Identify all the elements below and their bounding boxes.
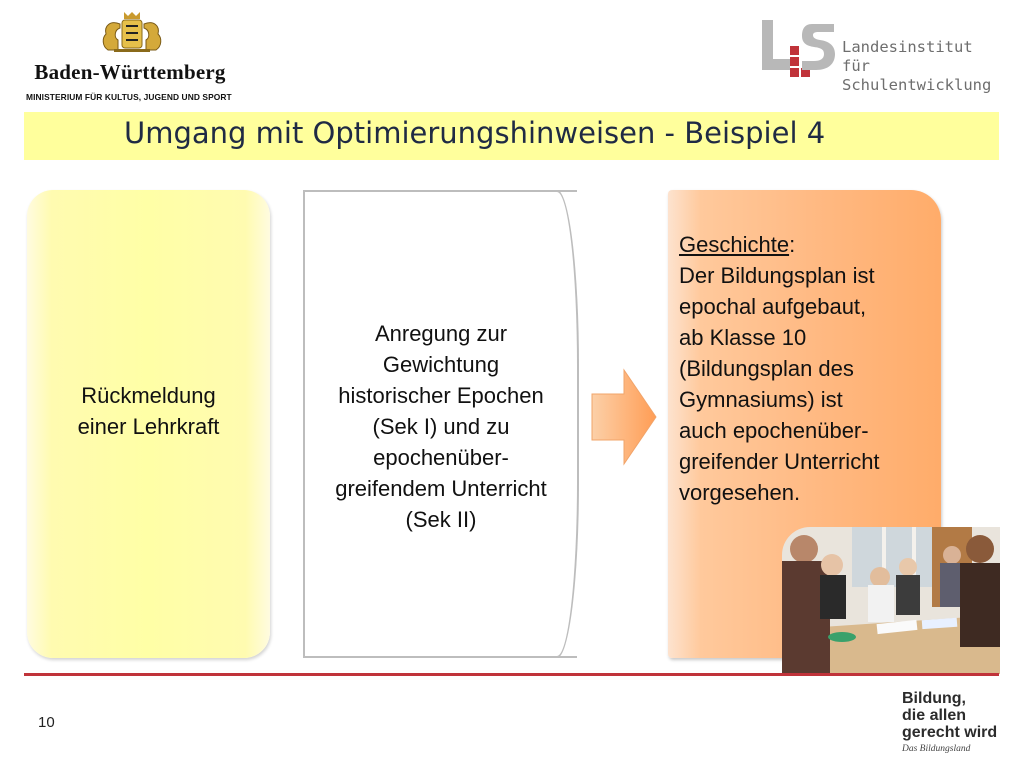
response-line: epochal aufgebaut,	[679, 294, 867, 319]
suggestion-line: epochenüber-	[373, 445, 509, 470]
feedback-line: Rückmeldung	[81, 383, 216, 408]
ls-logo-icon	[760, 16, 840, 86]
response-heading: Geschichte	[679, 232, 790, 257]
students-photo	[782, 527, 1000, 674]
slide-title: Umgang mit Optimierungshinweisen - Beispiel 4	[124, 116, 826, 150]
feedback-line: einer Lehrkraft	[77, 414, 220, 439]
coat-of-arms-icon	[96, 10, 168, 54]
response-line: greifender Unterricht	[679, 449, 880, 474]
response-line: ab Klasse 10	[679, 325, 807, 350]
suggestion-line: historischer Epochen	[338, 383, 544, 408]
suggestion-box	[303, 190, 577, 658]
bw-name: Baden-Württemberg	[34, 60, 226, 84]
arrow-right-icon	[590, 368, 658, 466]
response-line: (Bildungsplan des	[679, 356, 854, 381]
title-bar	[24, 112, 999, 160]
suggestion-line: (Sek II)	[405, 507, 477, 532]
feedback-text	[78, 380, 220, 442]
slogan-line: gerecht wird	[902, 724, 998, 741]
feedback-box	[27, 190, 270, 658]
slogan	[902, 690, 997, 741]
response-line: Der Bildungsplan ist	[679, 263, 875, 288]
response-line: auch epochenüber-	[679, 418, 869, 443]
response-text	[679, 229, 933, 508]
footer-divider	[24, 673, 999, 676]
bildungsland-tagline: Das Bildungsland	[902, 744, 971, 754]
suggestion-line: (Sek I) und zu	[372, 414, 510, 439]
suggestion-text	[315, 318, 567, 535]
suggestion-line: greifendem Unterricht	[335, 476, 547, 501]
response-heading-line	[679, 229, 933, 260]
page-number: 10	[38, 714, 55, 731]
response-line: Gymnasiums) ist	[679, 387, 843, 412]
slogan-line: die allen	[902, 707, 967, 724]
bw-ministry: MINISTERIUM FÜR KULTUS, JUGEND UND SPORT	[26, 92, 232, 102]
ls-name-line1: Landesinstitut	[842, 38, 973, 56]
response-heading-colon: :	[789, 232, 796, 257]
ls-logo	[760, 16, 1010, 94]
suggestion-line: Anregung zur	[374, 321, 508, 346]
response-line: vorgesehen.	[679, 480, 801, 505]
suggestion-line: Gewichtung	[382, 352, 500, 377]
ls-name	[842, 38, 1010, 95]
bw-logo	[22, 8, 252, 102]
ls-name-line2: für Schulentwicklung	[842, 57, 992, 94]
slogan-line: Bildung,	[902, 690, 966, 707]
